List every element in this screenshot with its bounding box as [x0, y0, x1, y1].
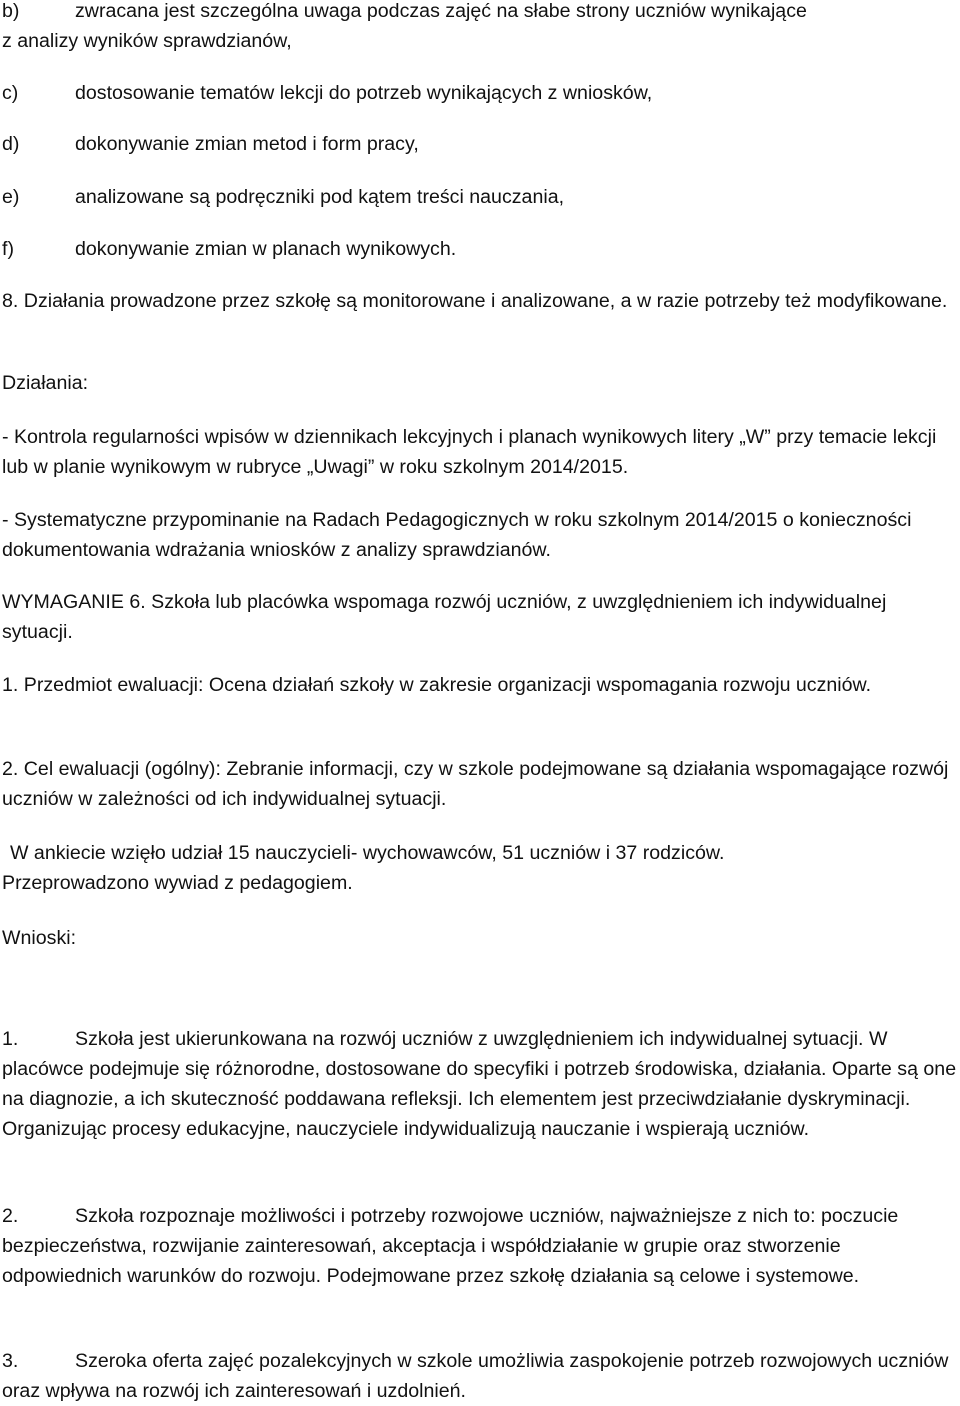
point-8-text: Działania prowadzone przez szkołę są monitorowane i analizowane, a w razie potrzeby też modyfikowane. [23, 290, 948, 312]
requirement-paragraph: WYMAGANIE 6. Szkoła lub placówka wspomaga rozwój uczniów, z uwzględnieniem ich indywidualnej sytuacji. [2, 591, 887, 643]
point-8-number: 8. [2, 290, 19, 312]
conclusion-number: 2. [2, 1205, 19, 1227]
conclusion-text: Szkoła jest ukierunkowana na rozwój uczniów z uwzględnieniem ich indywidualnej sytuacji. W placówce podejmuje się różnorodne, dostosowane do specyfiki i potrzeb środowiska, działania. Oparte są one na diagnozie, a ich skuteczność poddawana refleksji. Ich elementem jest przeciwdziałanie dyskryminacji. Organizując procesy edukacyjne, nauczyciele indywidualizują nauczanie i wspierają uczniów. [2, 1028, 957, 1140]
evaluation-subject: 1. Przedmiot ewaluacji: Ocena działań szkoły w zakresie organizacji wspomagania rozwoju uczniów. [2, 674, 872, 696]
conclusion-text: Szkoła rozpoznaje możliwości i potrzeby rozwojowe uczniów, najważniejsze z nich to: poczucie bezpieczeństwa, rozwijanie zainteresowań, akceptacja i współdziałanie w grupie oraz stworzenie odpowiednich warunków do rozwoju. Podejmowane przez szkołę działania są celowe i systemowe. [2, 1205, 899, 1287]
conclusions-heading: Wnioski: [2, 927, 77, 949]
list-item-continuation: z analizy wyników sprawdzianów, [2, 30, 292, 52]
point-8-paragraph [2, 286, 957, 316]
list-item-f [2, 234, 957, 264]
list-item-label: d) [2, 133, 20, 155]
conclusion-item [2, 1024, 957, 1144]
survey-info [2, 838, 957, 898]
action-item: - Kontrola regularności wpisów w dziennikach lekcyjnych i planach wynikowych litery „W” przy temacie lekcji lub w planie wynikowym w rubryce „Uwagi” w roku szkolnym 2014/2015. [2, 426, 937, 478]
conclusion-item [2, 1201, 957, 1291]
list-item-text: dokonywanie zmian metod i form pracy, [75, 133, 419, 155]
list-item-label: c) [2, 82, 19, 104]
survey-text: W ankiecie wzięło udział 15 nauczycieli- wychowawców, 51 uczniów i 37 rodziców. [10, 842, 725, 864]
list-item-text: dokonywanie zmian w planach wynikowych. [75, 238, 457, 260]
action-item: - Systematyczne przypominanie na Radach Pedagogicznych w roku szkolnym 2014/2015 o konieczności dokumentowania wdrażania wniosków z analizy sprawdzianów. [2, 509, 912, 561]
actions-heading: Działania: [2, 372, 89, 394]
list-item-e [2, 182, 957, 212]
list-item-b [2, 0, 957, 56]
list-item-label: f) [2, 238, 14, 260]
list-item-text: analizowane są podręczniki pod kątem treści nauczania, [75, 186, 565, 208]
conclusion-item [2, 1346, 957, 1406]
conclusion-number: 3. [2, 1350, 19, 1372]
conclusion-text: Szeroka oferta zajęć pozalekcyjnych w szkole umożliwia zaspokojenie potrzeb rozwojowych uczniów oraz wpływa na rozwój ich zainteresowań i uzdolnień. [2, 1350, 949, 1402]
interview-text: Przeprowadzono wywiad z pedagogiem. [2, 872, 353, 894]
list-item-d [2, 129, 957, 159]
list-item-label: e) [2, 186, 20, 208]
list-item-c [2, 78, 957, 108]
list-item-text: dostosowanie tematów lekcji do potrzeb wynikających z wniosków, [75, 82, 653, 104]
list-item-text: zwracana jest szczególna uwaga podczas zajęć na słabe strony uczniów wynikające [75, 0, 807, 22]
list-item-label: b) [2, 0, 20, 22]
evaluation-goal: 2. Cel ewaluacji (ogólny): Zebranie informacji, czy w szkole podejmowane są działania wspomagające rozwój uczniów w zależności od ich indywidualnej sytuacji. [2, 758, 949, 810]
conclusion-number: 1. [2, 1028, 19, 1050]
